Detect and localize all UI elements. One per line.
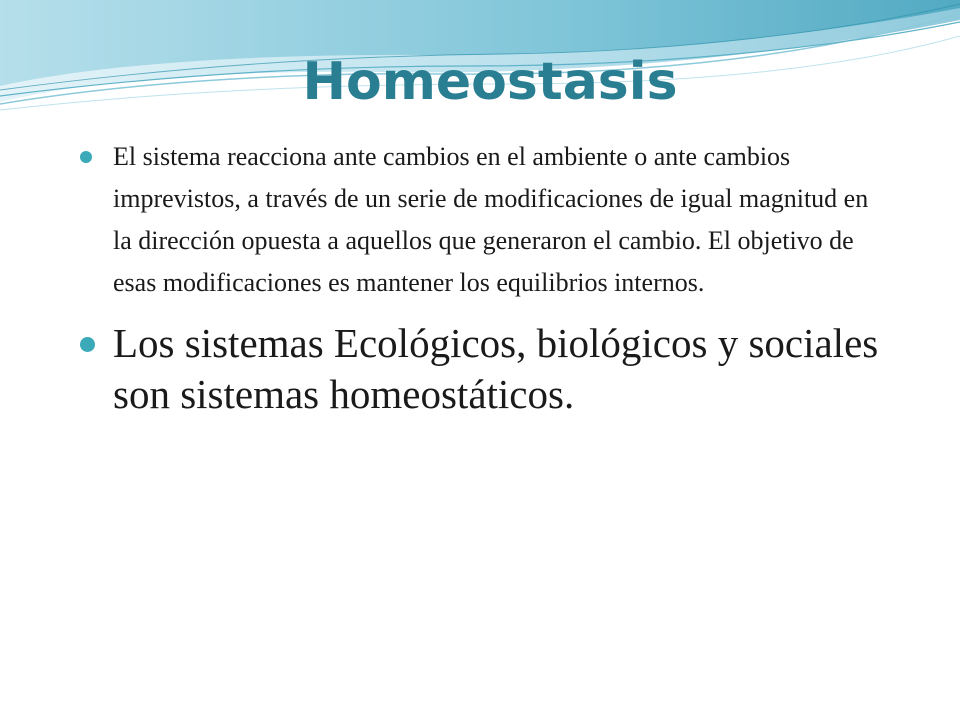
slide-title: Homeostasis [302, 52, 678, 112]
bullet-item [80, 136, 880, 304]
bullet-text: Los sistemas Ecológicos, biológicos y sociales son sistemas homeostáticos. [113, 320, 879, 417]
bullet-list [80, 136, 880, 420]
bullet-dot-icon [80, 337, 95, 352]
bullet-dot-icon [80, 151, 92, 163]
bullet-text: El sistema reacciona ante cambios en el ambiente o ante cambios imprevistos, a través de un serie de modificaciones de igual magnitud en la dirección opuesta a aquellos que generaron el cambio. El objetivo de esas modificaciones es mantener los equilibrios internos. [113, 142, 869, 297]
bullet-item [80, 318, 880, 420]
